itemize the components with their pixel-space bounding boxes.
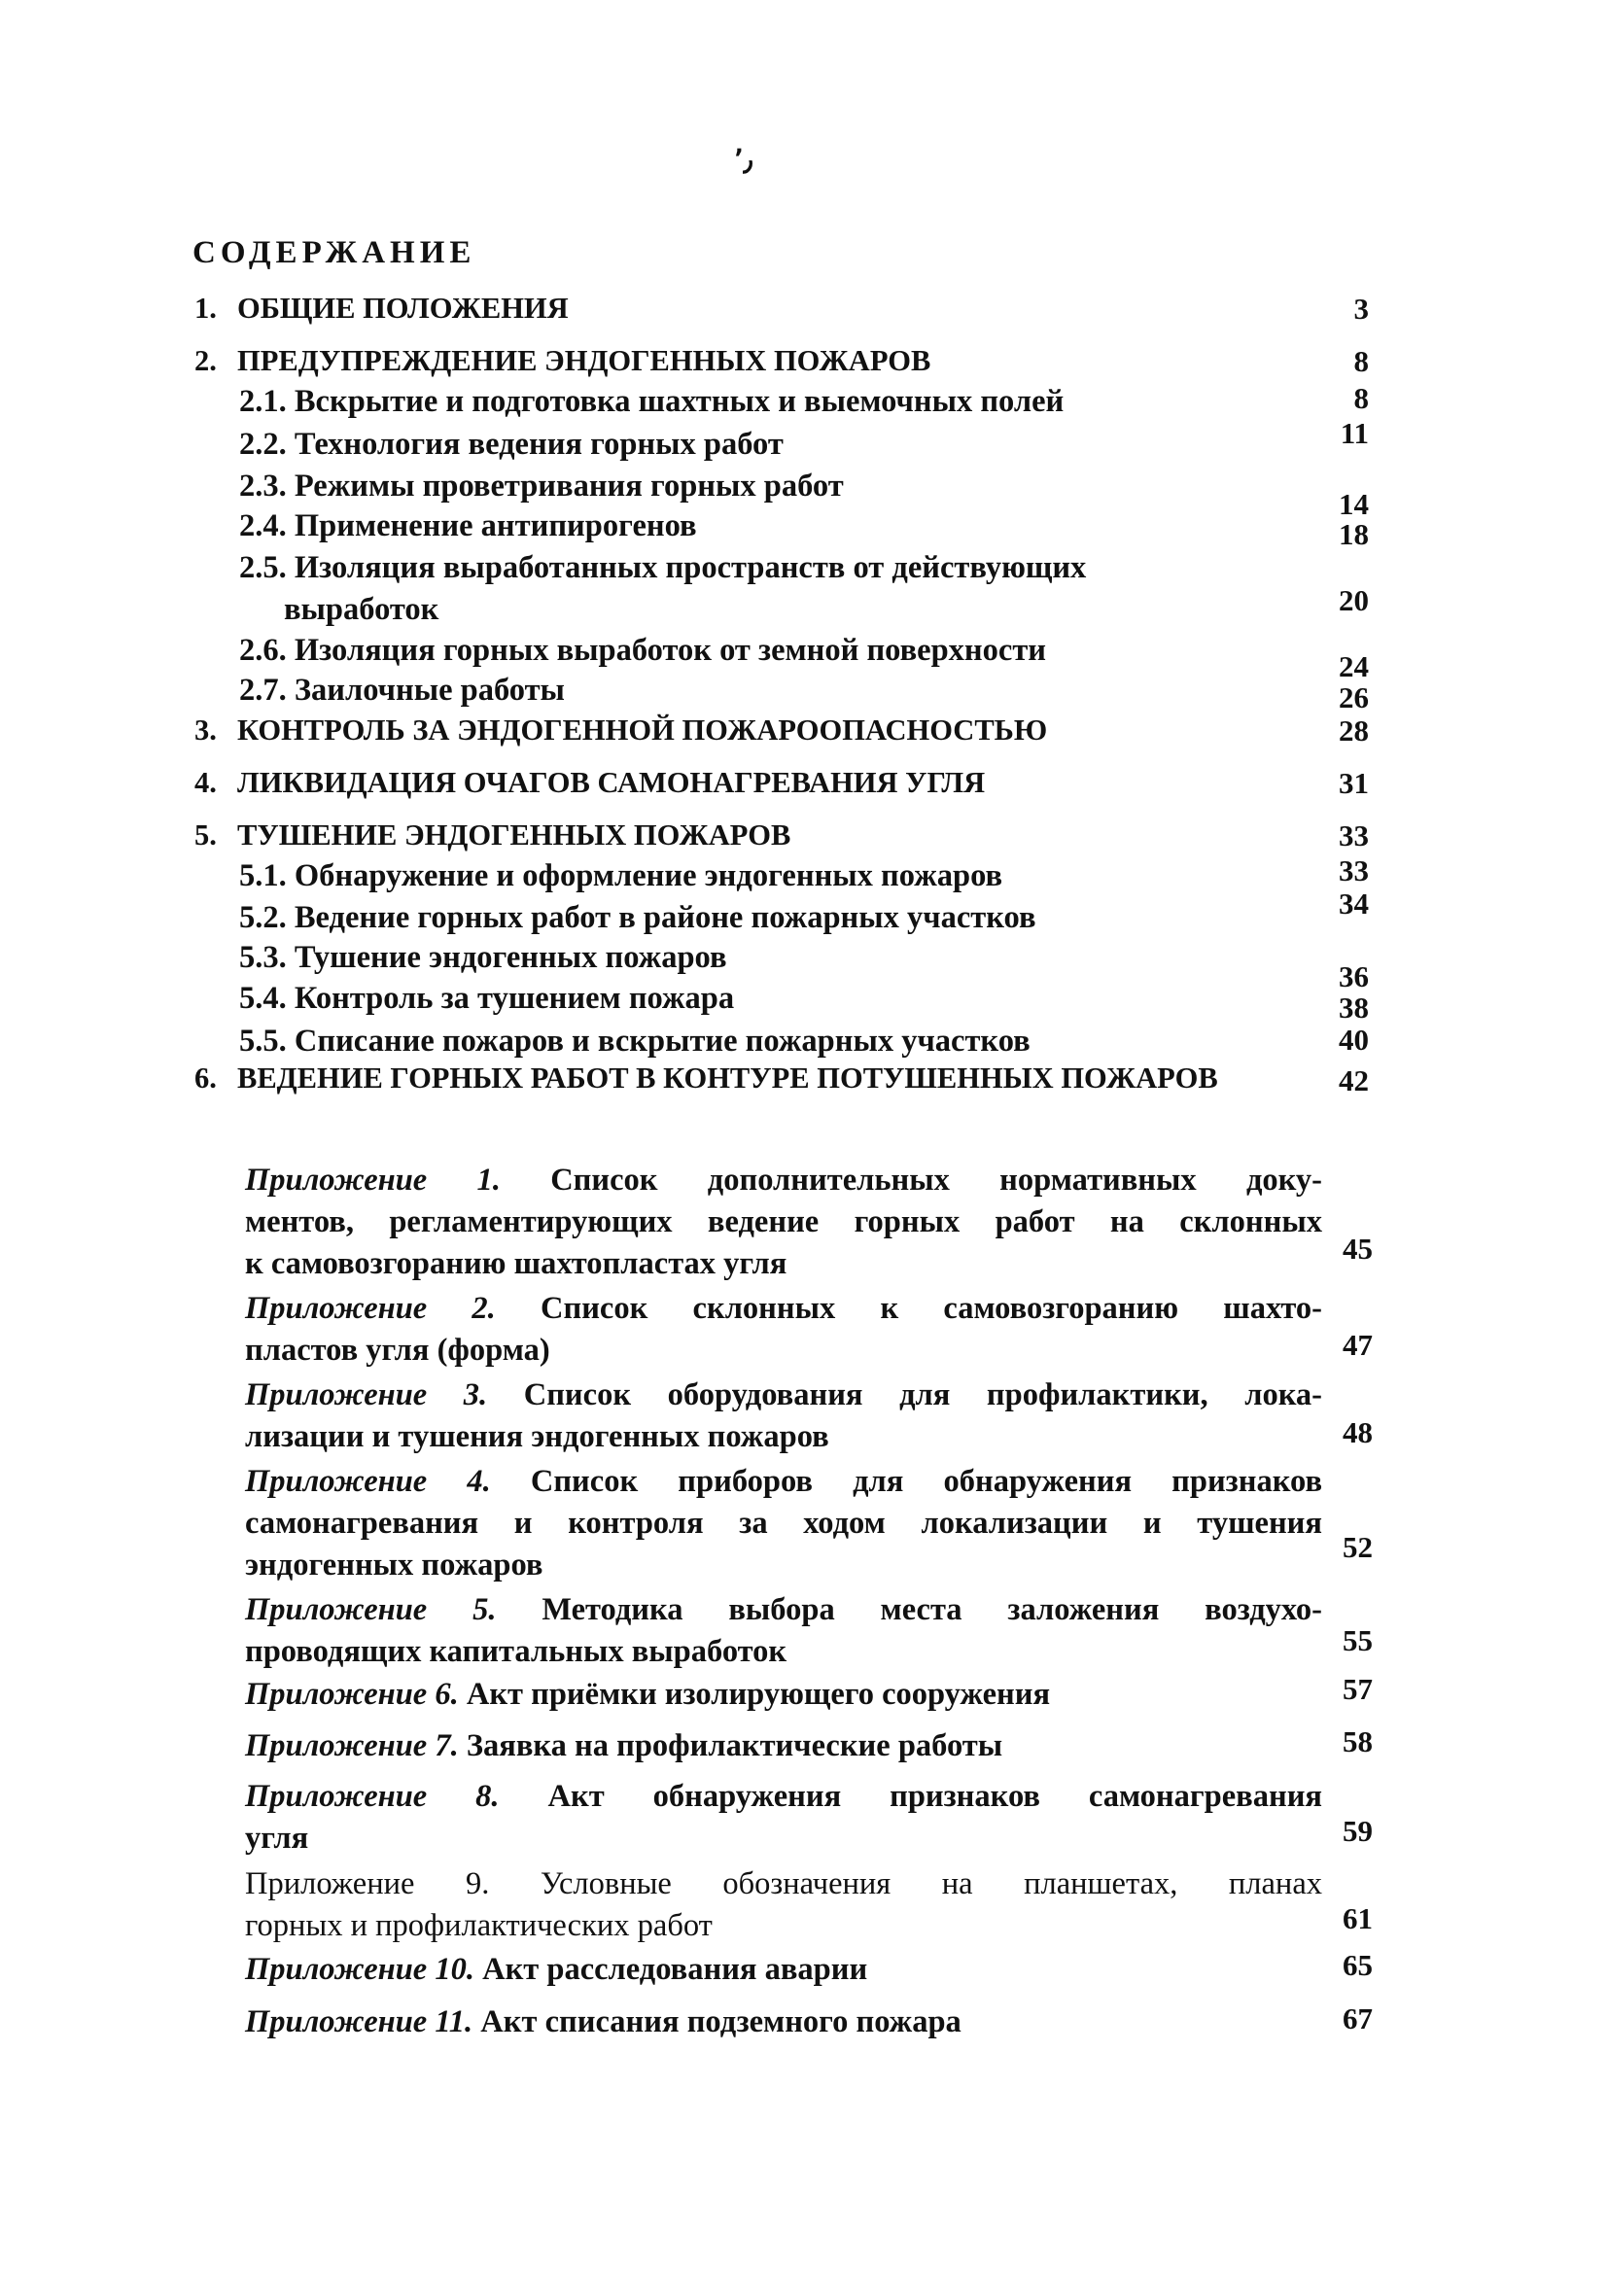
appendix-title-line: Методика выбора места заложения воздухо- — [542, 1592, 1322, 1627]
toc-page-number: 57 — [1343, 1672, 1373, 1706]
toc-appendix-6[interactable] — [245, 1674, 1050, 1716]
appendix-title-line: Акт списания подземного пожара — [480, 2004, 961, 2039]
toc-page-number: 28 — [1339, 713, 1369, 748]
toc-page-number: 33 — [1339, 853, 1369, 887]
toc-title: СОДЕРЖАНИЕ — [192, 235, 476, 270]
section-title: ТУШЕНИЕ ЭНДОГЕННЫХ ПОЖАРОВ — [237, 818, 791, 852]
appendix-title-line: Список склонных к самовозгоранию шахто- — [541, 1291, 1323, 1326]
appendix-label: Приложение 6. — [245, 1677, 459, 1712]
toc-section-1[interactable] — [194, 288, 569, 330]
toc-appendix-2[interactable] — [245, 1288, 1322, 1372]
appendix-label: Приложение 10. — [245, 1952, 474, 1987]
appendix-title-line: угля — [245, 1821, 309, 1856]
toc-subsection-2-6[interactable] — [239, 630, 1046, 672]
section-title: ЛИКВИДАЦИЯ ОЧАГОВ САМОНАГРЕВАНИЯ УГЛЯ — [237, 766, 986, 799]
toc-subsection-5-4[interactable] — [239, 978, 734, 1020]
toc-subsection-2-5[interactable] — [239, 547, 1086, 631]
toc-appendix-4[interactable] — [245, 1461, 1322, 1586]
subsection-title: 5.1. Обнаружение и оформление эндогенных пожаров — [239, 858, 1003, 893]
subsection-title: 5.5. Списание пожаров и вскрытие пожарных участков — [239, 1024, 1031, 1059]
appendix-title-line: лизации и тушения эндогенных пожаров — [245, 1419, 829, 1454]
toc-appendix-5[interactable] — [245, 1589, 1322, 1673]
toc-page-number: 8 — [1353, 381, 1369, 415]
toc-page-number: 26 — [1339, 680, 1369, 714]
toc-subsection-2-4[interactable] — [239, 505, 697, 547]
section-number: 1. — [194, 292, 217, 325]
toc-page-number: 42 — [1339, 1063, 1369, 1097]
appendix-title-line: Заявка на профилактические работы — [466, 1728, 1003, 1763]
appendix-label: Приложение 8. — [245, 1779, 500, 1814]
toc-appendix-3[interactable] — [245, 1374, 1322, 1458]
toc-appendix-7[interactable] — [245, 1725, 1002, 1767]
subsection-title: 5.4. Контроль за тушением пожара — [239, 981, 735, 1016]
toc-page-number: 31 — [1339, 766, 1369, 800]
toc-appendix-1[interactable] — [245, 1160, 1322, 1285]
toc-subsection-2-7[interactable] — [239, 670, 565, 712]
toc-section-6[interactable] — [194, 1058, 1218, 1099]
toc-section-3[interactable] — [194, 710, 1047, 751]
appendix-label: Приложение 9. — [245, 1866, 490, 1901]
toc-page-number: 36 — [1339, 959, 1369, 993]
toc-appendix-11[interactable] — [245, 2001, 961, 2043]
toc-page-number: 59 — [1343, 1814, 1373, 1848]
toc-section-2[interactable] — [194, 340, 930, 382]
appendix-title-line: пластов угля (форма) — [245, 1333, 550, 1368]
section-title: ПРЕДУПРЕЖДЕНИЕ ЭНДОГЕННЫХ ПОЖАРОВ — [237, 344, 931, 377]
toc-page-number: 55 — [1343, 1623, 1373, 1657]
toc-page-number: 52 — [1343, 1530, 1373, 1564]
subsection-title: 2.7. Заилочные работы — [239, 673, 565, 708]
subsection-title: 5.3. Тушение эндогенных пожаров — [239, 940, 727, 975]
toc-page-number: 14 — [1339, 487, 1369, 521]
appendix-title-line: Акт обнаружения признаков самонагревания — [547, 1779, 1323, 1814]
subsection-title: 2.2. Технология ведения горных работ — [239, 427, 784, 462]
appendix-title-line: горных и профилактических работ — [245, 1908, 713, 1943]
toc-subsection-5-1[interactable] — [239, 855, 1002, 897]
toc-subsection-5-2[interactable] — [239, 897, 1036, 939]
toc-page-number: 24 — [1339, 649, 1369, 683]
section-number: 5. — [194, 818, 217, 852]
toc-subsection-2-3[interactable] — [239, 466, 844, 507]
page-number-mark: ٬٫ — [734, 145, 753, 177]
appendix-title-line: Список оборудования для профилактики, лока- — [523, 1377, 1323, 1412]
appendix-title-line: к самовозгоранию шахтопластах угля — [245, 1246, 787, 1281]
toc-page-number: 8 — [1353, 344, 1369, 378]
toc-appendix-8[interactable] — [245, 1776, 1322, 1860]
toc-appendix-10[interactable] — [245, 1949, 867, 1991]
toc-section-5[interactable] — [194, 815, 790, 856]
appendix-label: Приложение 1. — [245, 1163, 501, 1198]
appendix-title-line: Список приборов для обнаружения признаков — [530, 1464, 1323, 1499]
section-title: ОБЩИЕ ПОЛОЖЕНИЯ — [237, 292, 569, 325]
section-title: ВЕДЕНИЕ ГОРНЫХ РАБОТ В КОНТУРЕ ПОТУШЕННЫХ ПОЖАРОВ — [237, 1061, 1218, 1095]
toc-page-number: 47 — [1343, 1328, 1373, 1362]
subsection-title: 5.2. Ведение горных работ в районе пожарных участков — [239, 900, 1036, 935]
toc-subsection-2-2[interactable] — [239, 424, 784, 466]
appendix-title-line: проводящих капитальных выработок — [245, 1634, 787, 1669]
toc-page-number: 58 — [1343, 1724, 1373, 1758]
toc-page-number: 20 — [1339, 583, 1369, 617]
section-number: 3. — [194, 713, 217, 747]
subsection-title: 2.1. Вскрытие и подготовка шахтных и выемочных полей — [239, 384, 1065, 419]
toc-page-number: 18 — [1339, 517, 1369, 551]
appendix-title-line: эндогенных пожаров — [245, 1548, 543, 1583]
toc-page-number: 40 — [1339, 1023, 1369, 1057]
appendix-title-line: Условные обозначения на планшетах, планах — [540, 1866, 1322, 1901]
toc-page-number: 48 — [1343, 1415, 1373, 1449]
appendix-label: Приложение 7. — [245, 1728, 459, 1763]
toc-section-4[interactable] — [194, 762, 985, 804]
appendix-title-line: Акт расследования аварии — [482, 1952, 868, 1987]
subsection-title: 2.6. Изоляция горных выработок от земной поверхности — [239, 633, 1047, 668]
subsection-title-continued: выработок — [284, 592, 439, 627]
toc-subsection-5-3[interactable] — [239, 937, 727, 979]
toc-page-number: 3 — [1353, 292, 1369, 326]
toc-page-number: 33 — [1339, 818, 1369, 852]
appendix-label: Приложение 11. — [245, 2004, 473, 2039]
appendix-title-line: Акт приёмки изолирующего сооружения — [466, 1677, 1051, 1712]
section-title: КОНТРОЛЬ ЗА ЭНДОГЕННОЙ ПОЖАРООПАСНОСТЬЮ — [237, 713, 1048, 747]
toc-page-number: 45 — [1343, 1232, 1373, 1266]
appendix-label: Приложение 3. — [245, 1377, 488, 1412]
toc-subsection-5-5[interactable] — [239, 1021, 1031, 1062]
toc-subsection-2-1[interactable] — [239, 381, 1064, 423]
subsection-title: 2.5. Изоляция выработанных пространств от действующих — [239, 550, 1087, 585]
appendix-title-line: Список дополнительных нормативных доку- — [550, 1163, 1322, 1198]
appendix-label: Приложение 4. — [245, 1464, 491, 1499]
appendix-label: Приложение 5. — [245, 1592, 497, 1627]
appendix-title-line: самонагревания и контроля за ходом локализации и тушения — [245, 1506, 1322, 1541]
toc-page-number: 67 — [1343, 2001, 1373, 2035]
toc-page-number: 34 — [1339, 887, 1369, 921]
section-number: 6. — [194, 1061, 217, 1095]
toc-appendix-9[interactable] — [245, 1863, 1322, 1947]
appendix-title-line: ментов, регламентирующих ведение горных работ на склонных — [245, 1204, 1322, 1239]
toc-page-number: 11 — [1340, 416, 1369, 450]
section-number: 4. — [194, 766, 217, 799]
section-number: 2. — [194, 344, 217, 377]
toc-page-number: 61 — [1343, 1901, 1373, 1935]
toc-page-number: 38 — [1339, 991, 1369, 1025]
subsection-title: 2.3. Режимы проветривания горных работ — [239, 469, 844, 504]
appendix-label: Приложение 2. — [245, 1291, 496, 1326]
toc-page-number: 65 — [1343, 1948, 1373, 1982]
subsection-title: 2.4. Применение антипирогенов — [239, 508, 697, 543]
